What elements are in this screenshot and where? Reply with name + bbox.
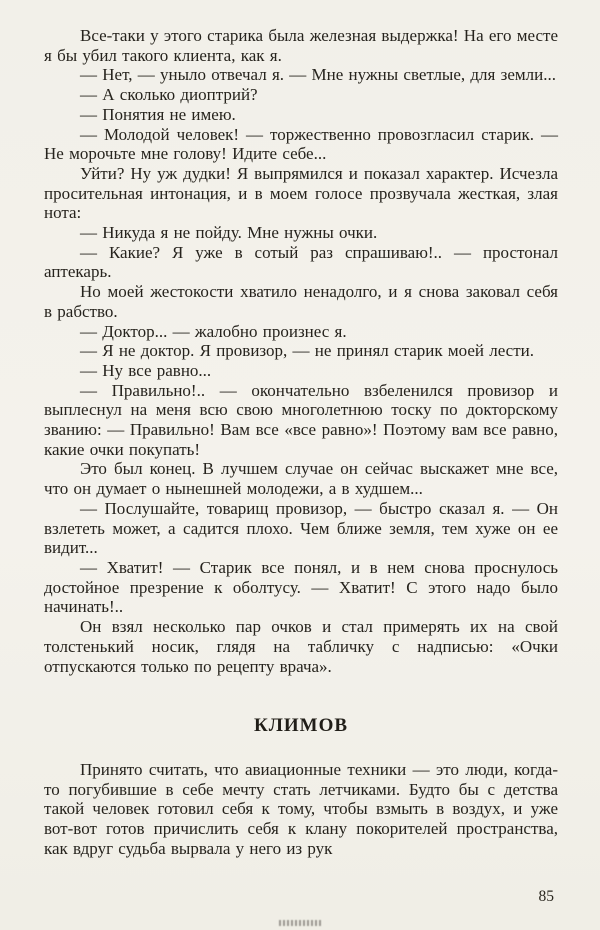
paragraph: — Нет, — уныло отвечал я. — Мне нужны светлые, для земли...	[80, 65, 556, 85]
paragraph: Это был конец. В лучшем случае он сейчас выскажет мне все, что он думает о нынешней молодежи, а в худшем...	[44, 459, 558, 499]
paragraph: — Доктор... — жалобно произнес я.	[80, 321, 347, 341]
paragraph: — Правильно!.. — окончательно взбеленился провизор и выплеснул на меня всю свою многолетнюю тоску по докторскому званию: — Правильно! Вам все «все равно»! Поэтому вам все равно, какие очки покупать!	[44, 380, 558, 459]
page-number: 85	[538, 888, 554, 905]
paragraph: — Послушайте, товарищ провизор, — быстро сказал я. — Он взлететь может, а садится плохо. Чем ближе земля, тем хуже он ее видит...	[44, 498, 558, 558]
paragraph: Все-таки у этого старика была железная выдержка! На его месте я бы убил такого клиента, как я.	[44, 26, 558, 65]
paragraph: Принято считать, что авиационные техники — это люди, когда-то погубившие в себе мечту стать летчиками. Будто бы с детства такой человек готовил себя к тому, чтобы взмыть в воздух, и уже вот-вот готов причислить себя к клану покорителей пространства, как вдруг судьба вырвала у него из рук	[44, 759, 558, 858]
paragraph: — Я не доктор. Я провизор, — не принял старик моей лести.	[80, 341, 535, 361]
chapter-heading: КЛИМОВ	[253, 715, 349, 737]
paragraph: — Никуда я не пойду. Мне нужны очки.	[80, 223, 378, 243]
paragraph: — А сколько диоптрий?	[80, 85, 258, 105]
paragraph: Уйти? Ну уж дудки! Я выпрямился и показал характер. Исчезла просительная интонация, и в моем голосе прозвучала жесткая, злая нота:	[44, 163, 558, 223]
scan-artifact	[279, 920, 321, 926]
paragraph: — Понятия не имею.	[80, 104, 236, 124]
paragraph: Он взял несколько пар очков и стал примерять их на свой толстенький носик, глядя на табличку с надписью: «Очки отпускаются только по рецепту врача».	[44, 617, 558, 676]
paragraph: Но моей жестокости хватило ненадолго, и я снова заковал себя в рабство.	[44, 282, 558, 321]
paragraph: — Какие? Я уже в сотый раз спрашиваю!.. — простонал аптекарь.	[44, 242, 558, 282]
paragraph: — Молодой человек! — торжественно провозгласил старик. — Не морочьте мне голову! Идите себе...	[44, 124, 558, 164]
paragraph: — Хватит! — Старик все понял, и в нем снова проснулось достойное презрение к оболтусу. — Хватит! С этого надо было начинать!..	[44, 557, 558, 617]
paragraph: — Ну все равно...	[80, 360, 212, 380]
text-column	[44, 26, 558, 858]
